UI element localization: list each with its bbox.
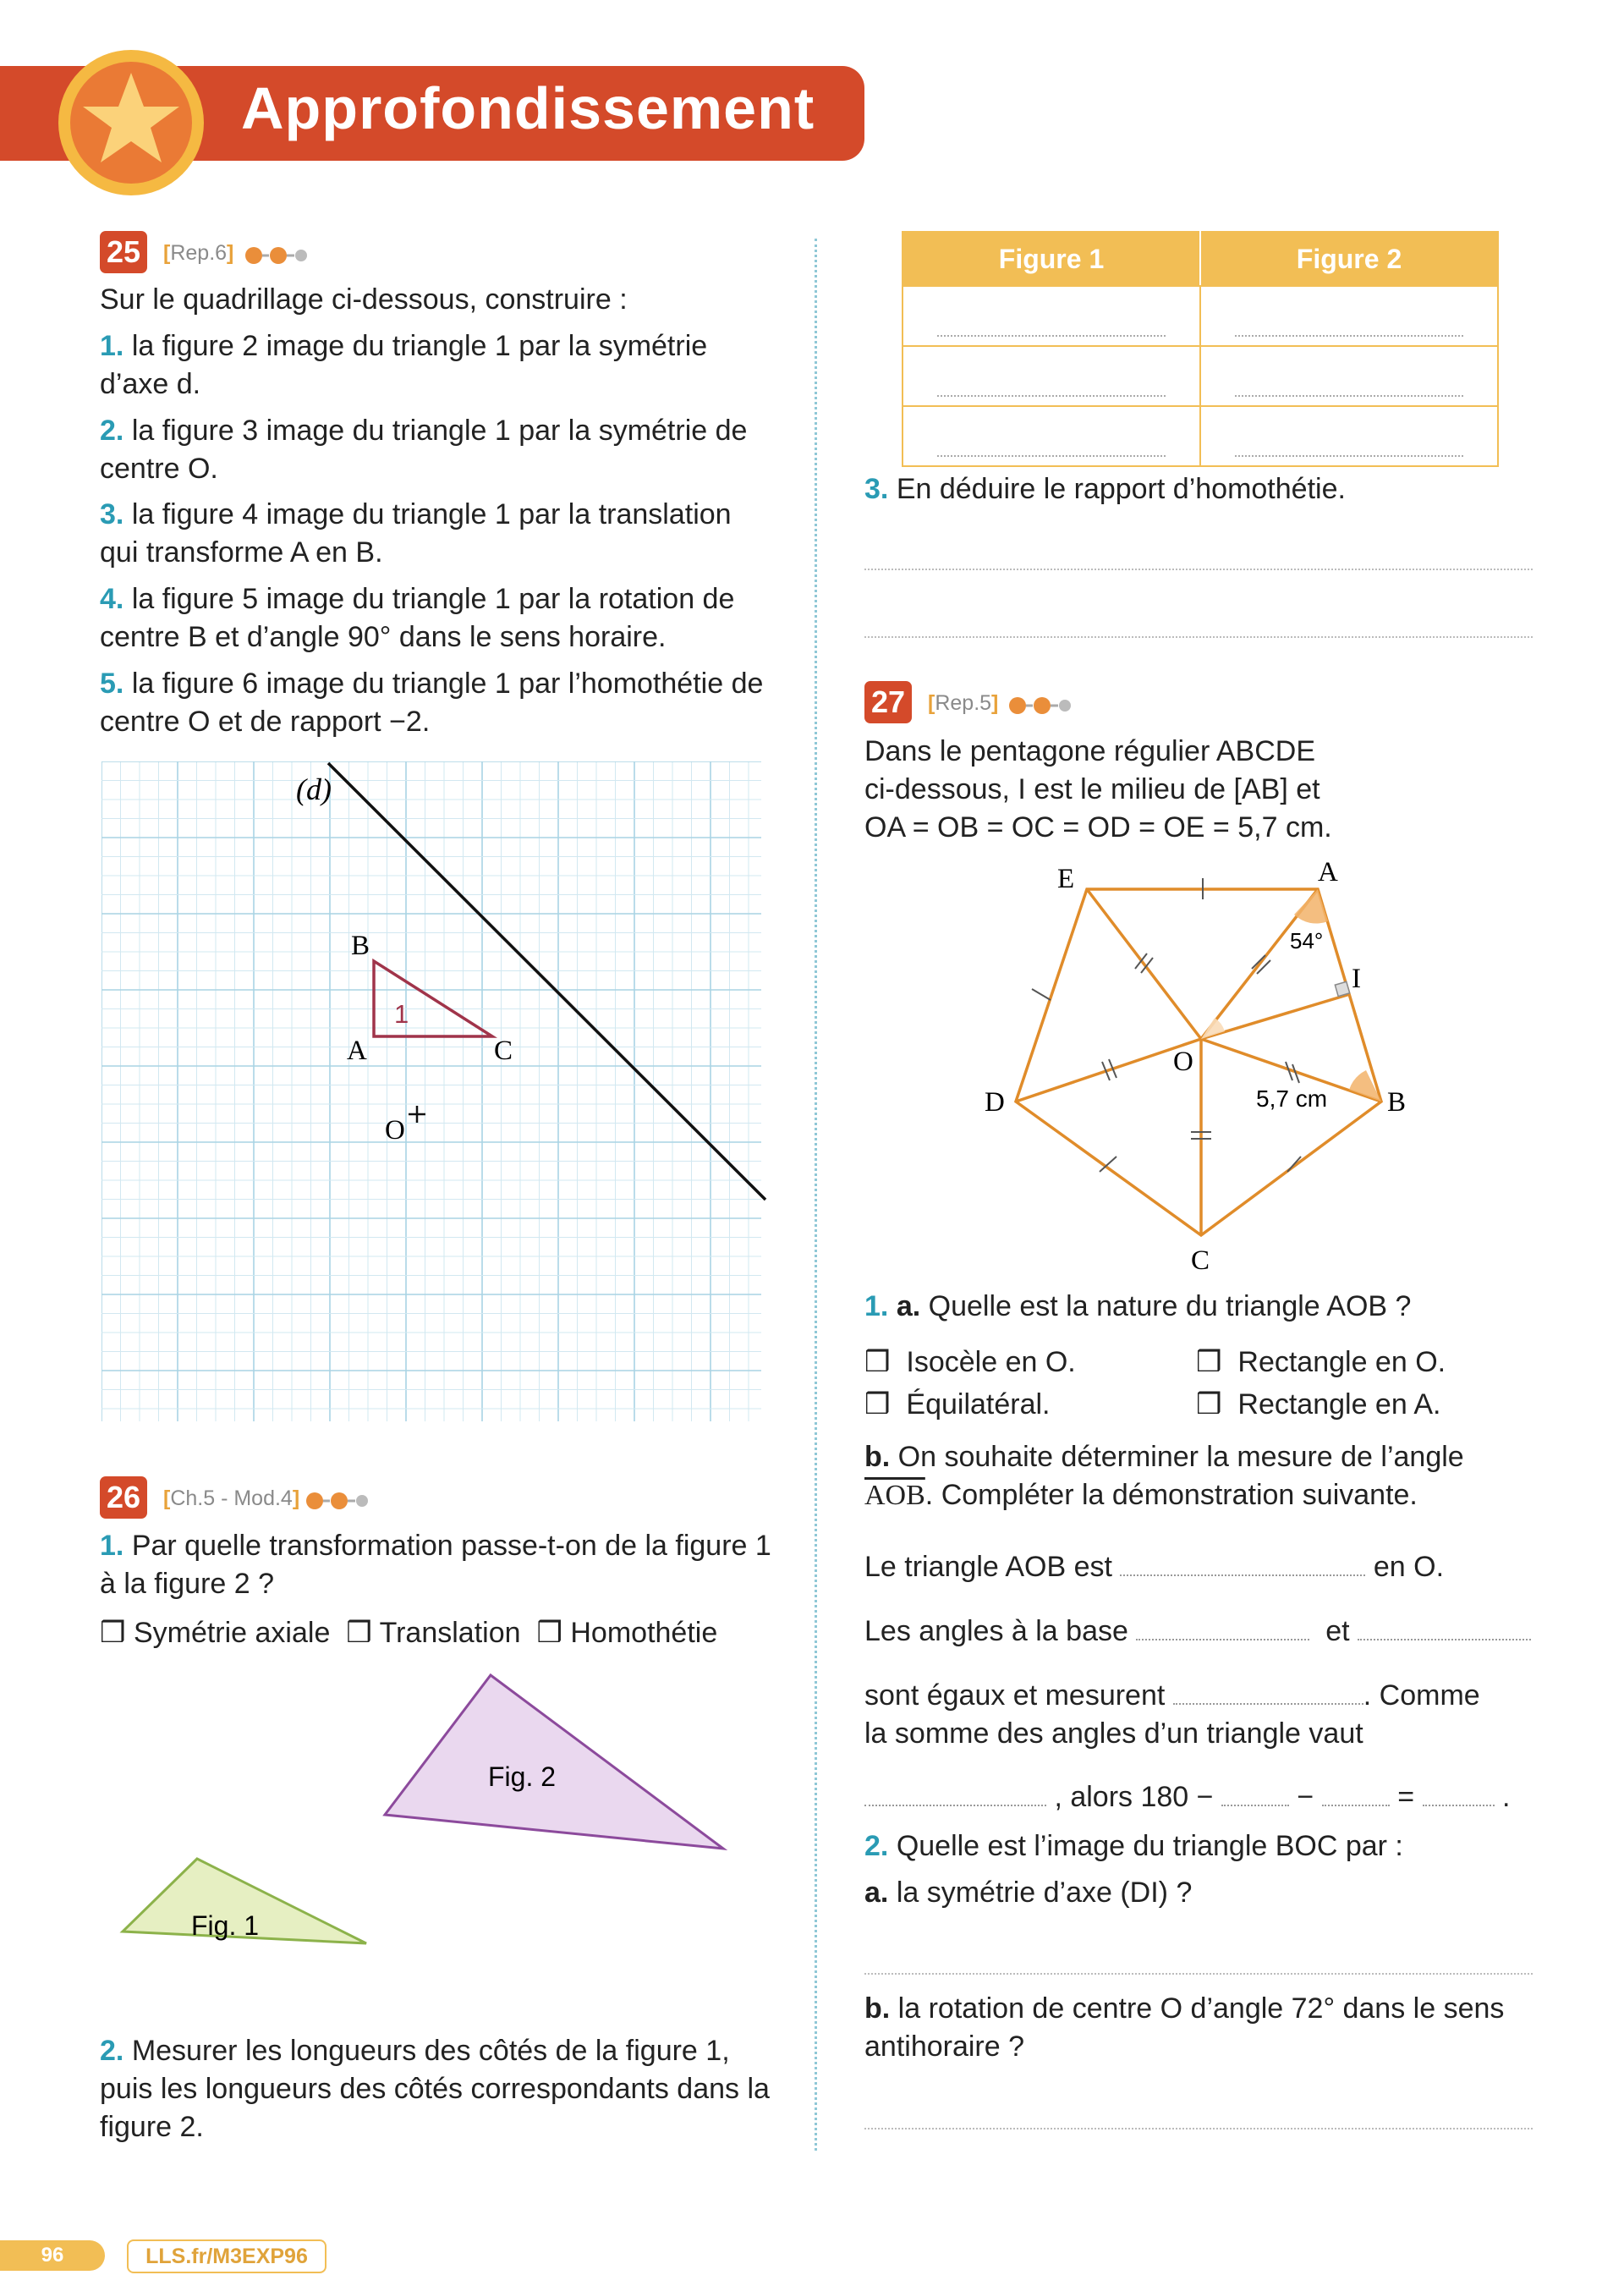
exercise-27-intro-2: ci-dessous, I est le milieu de [AB] et: [864, 773, 1320, 805]
answer-blank[interactable]: [1173, 1703, 1363, 1705]
exercise-27-q2b: b. la rotation de centre O d’angle 72° dans le sens antihoraire ?: [864, 1992, 1505, 2063]
answer-blank[interactable]: [1423, 1805, 1495, 1806]
pentagon-o-label: O: [1173, 1047, 1193, 1077]
demo-line-2: Les angles à la base et: [864, 1613, 1583, 1651]
pentagon-figure: [973, 850, 1429, 1278]
answer-blank[interactable]: [1120, 1574, 1365, 1576]
page-title: Approfondissement: [241, 75, 815, 141]
measure-table: [902, 231, 1499, 467]
choice-checkbox[interactable]: ❒: [536, 1617, 562, 1649]
exercise-25-ref: [Rep.6]: [163, 241, 234, 265]
answer-line[interactable]: [864, 569, 1533, 570]
right-angle-mark: [1335, 981, 1349, 996]
table-cell[interactable]: [903, 286, 1200, 346]
point-c-label: C: [494, 1036, 513, 1066]
point-a-label: A: [347, 1036, 367, 1066]
choice-rectangle-a: ❒ Rectangle en A.: [1196, 1388, 1441, 1421]
answer-line[interactable]: [864, 636, 1533, 638]
answer-blank[interactable]: [1221, 1805, 1289, 1806]
pentagon: [1016, 889, 1381, 1235]
table-cell[interactable]: [1200, 346, 1498, 406]
exercise-27-q2: 2. Quelle est l’image du triangle BOC par :: [864, 1830, 1403, 1862]
page-number: 96: [0, 2240, 105, 2271]
column-divider: [815, 239, 817, 2151]
answer-blank[interactable]: [1136, 1639, 1309, 1640]
exercise-25-item-2: 2. la figure 3 image du triangle 1 par la symétrie de centre O.: [100, 415, 748, 485]
point-o-cross: [409, 1106, 425, 1123]
answer-line[interactable]: [864, 2128, 1533, 2129]
pentagon-b-label: B: [1387, 1087, 1407, 1118]
exercise-25-item-4: 4. la figure 5 image du triangle 1 par la rotation de centre B et d’angle 90° dans le sens horaire.: [100, 583, 735, 653]
triangle-label: 1: [394, 999, 409, 1029]
star-icon: [56, 47, 206, 198]
demo-line-4: la somme des angles d’un triangle vaut: [864, 1717, 1363, 1750]
point-o-label: O: [385, 1115, 405, 1146]
table-cell[interactable]: [903, 406, 1200, 466]
exercise-27-number: 27: [864, 681, 912, 723]
footer-link[interactable]: LLS.fr/M3EXP96: [127, 2239, 326, 2273]
pentagon-a-label: A: [1318, 857, 1338, 887]
exercise-25-item-5: 5. la figure 6 image du triangle 1 par l’homothétie de centre O et de rapport −2.: [100, 668, 764, 738]
exercise-26-number: 26: [100, 1476, 147, 1519]
choice-checkbox[interactable]: ❒: [100, 1617, 126, 1649]
choice-rectangle-o: ❒ Rectangle en O.: [1196, 1346, 1446, 1378]
figure-1-label: Fig. 1: [191, 1910, 260, 1941]
difficulty-icon: [244, 246, 328, 265]
table-cell[interactable]: [903, 346, 1200, 406]
choice-checkbox[interactable]: ❒: [1196, 1388, 1222, 1421]
choice-checkbox[interactable]: ❒: [1196, 1346, 1222, 1378]
pentagon-c-label: C: [1191, 1245, 1210, 1276]
exercise-27-q1b: b. On souhaite déterminer la mesure de l’angle $\overline{AOB}$. Compléter la démonstration suivante.: [864, 1441, 1464, 1511]
exercise-25-item-3: 3. la figure 4 image du triangle 1 par la translation qui transforme A en B.: [100, 498, 732, 569]
figure-2-label: Fig. 2: [488, 1761, 557, 1792]
exercise-25-intro: Sur le quadrillage ci-dessous, construire :: [100, 283, 628, 316]
point-b-label: B: [351, 931, 370, 961]
exercise-26-ref: [Ch.5 - Mod.4]: [163, 1486, 300, 1510]
choice-checkbox[interactable]: ❒: [864, 1346, 891, 1378]
exercise-26-choices: ❒ Symétrie axiale ❒ Translation ❒ Homothétie: [100, 1617, 718, 1649]
exercise-26-q3: 3. En déduire le rapport d’homothétie.: [864, 473, 1346, 505]
answer-blank[interactable]: [1358, 1639, 1531, 1640]
angle-54-mark: [1294, 889, 1328, 924]
table-header: Figure 2: [1200, 232, 1498, 286]
table-cell[interactable]: [1200, 286, 1498, 346]
table-header: Figure 1: [903, 232, 1200, 286]
demo-line-1: Le triangle AOB est en O.: [864, 1551, 1445, 1583]
answer-blank[interactable]: [864, 1805, 1046, 1806]
pentagon-d-label: D: [985, 1087, 1005, 1118]
exercise-26-q2: 2. Mesurer les longueurs des côtés de la figure 1, puis les longueurs des côtés correspondants dans la figure 2.: [100, 2035, 770, 2143]
answer-line[interactable]: [864, 1973, 1533, 1975]
line-d-label: (d): [296, 772, 332, 806]
exercise-26-q1: 1. Par quelle transformation passe-t-on de la figure 1 à la figure 2 ?: [100, 1530, 771, 1600]
grid-lines: [102, 761, 761, 1421]
difficulty-icon: [1007, 696, 1092, 715]
demo-line-3: sont égaux et mesurent . Comme: [864, 1679, 1480, 1712]
pentagon-e-label: E: [1057, 864, 1075, 894]
choice-equilateral: ❒ Équilatéral.: [864, 1388, 1051, 1421]
exercise-27-intro-1: Dans le pentagone régulier ABCDE: [864, 735, 1315, 767]
choice-checkbox[interactable]: ❒: [346, 1617, 372, 1649]
exercise-25-number: 25: [100, 231, 147, 273]
homothety-figures: [110, 1667, 753, 1988]
grid-figure: [102, 761, 770, 1430]
exercise-27-q1a: 1. a. Quelle est la nature du triangle AOB ?: [864, 1290, 1412, 1322]
angle-label: 54°: [1290, 928, 1324, 953]
exercise-25-item-1: 1. la figure 2 image du triangle 1 par la symétrie d’axe d.: [100, 330, 708, 400]
exercise-27-intro-3: OA = OB = OC = OD = OE = 5,7 cm.: [864, 811, 1332, 844]
demo-line-5: , alors 180 − − = .: [864, 1778, 1583, 1816]
pentagon-i-label: I: [1352, 964, 1361, 994]
exercise-27-ref: [Rep.5]: [928, 691, 999, 715]
choice-checkbox[interactable]: ❒: [864, 1388, 891, 1421]
choice-isocele: ❒ Isocèle en O.: [864, 1346, 1076, 1378]
answer-blank[interactable]: [1322, 1805, 1390, 1806]
triangle-1: [374, 961, 492, 1036]
table-cell[interactable]: [1200, 406, 1498, 466]
length-label: 5,7 cm: [1256, 1085, 1328, 1112]
exercise-27-q2a: a. la symétrie d’axe (DI) ?: [864, 1877, 1193, 1909]
difficulty-icon: [304, 1492, 389, 1510]
